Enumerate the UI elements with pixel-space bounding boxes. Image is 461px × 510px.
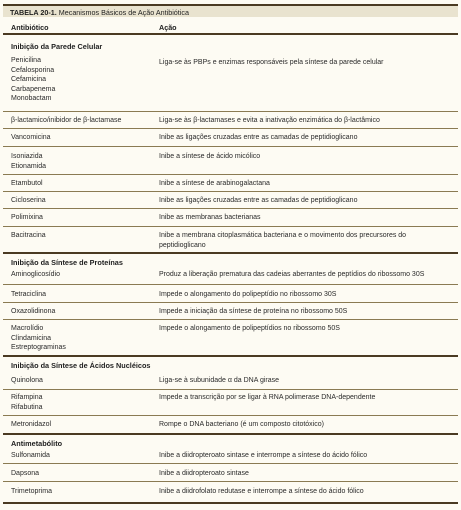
drug-cell (11, 290, 46, 300)
drug-cell (11, 420, 51, 430)
drug-name: Rifampina (11, 394, 43, 401)
drug-name: Cefalosporina (11, 66, 55, 74)
table-bottom-rule (3, 502, 458, 504)
action-text: Inibe as membranas bacterianas (159, 214, 261, 221)
drug-cell (11, 231, 46, 241)
drug-name: Dapsona (11, 470, 40, 477)
action-text: Inibe a membrana citoplasmática bacteriana e o movimento dos precursores do (159, 232, 407, 239)
section-divider (3, 355, 458, 357)
drug-name: Metronidazol (11, 421, 52, 428)
drug-cell (11, 270, 60, 280)
drug-name: Estreptograminas (11, 344, 66, 352)
action-text: Liga-se às PBPs e enzimas responsáveis pela síntese da parede celular (159, 59, 384, 66)
drug-cell (11, 451, 50, 461)
drug-name: Aminoglicosídio (11, 271, 61, 278)
action-text: Inibe a síntese de arabinogalactana (159, 180, 270, 187)
drug-name: Monobactam (11, 95, 52, 103)
action-text: Produz a liberação prematura das cadeias aberrantes de peptídios do ribossomo 30S (159, 271, 425, 278)
drug-cell (11, 393, 43, 412)
row-divider (3, 174, 458, 175)
action-cell (159, 179, 449, 189)
action-text: Inibe as ligações cruzadas entre as camadas de peptidioglicano (159, 134, 358, 141)
row-divider (3, 191, 458, 192)
action-cell (159, 469, 449, 479)
section-cell-wall: Inibição da Parede Celular (11, 42, 103, 51)
drug-cell (11, 487, 52, 497)
action-text: Liga-se à subunidade α da DNA girase (159, 377, 280, 384)
row-divider (3, 208, 458, 209)
action-cell (159, 152, 449, 162)
action-text: Rompe o DNA bacteriano (é um composto citotóxico) (159, 421, 324, 428)
drug-name: Sulfonamida (11, 452, 50, 459)
row-divider (3, 226, 458, 227)
action-text: Inibe a diidropteroato sintase (159, 470, 249, 477)
row-divider (3, 111, 458, 112)
action-cell (159, 290, 449, 300)
drug-cell (11, 324, 66, 353)
action-text: Inibe a diidropteroato sintase e interrompe a síntese do ácido fólico (159, 452, 368, 459)
drug-cell (11, 196, 46, 206)
row-divider (3, 389, 458, 390)
table-title-bar (3, 4, 458, 17)
action-cell (159, 231, 449, 250)
action-cell (159, 487, 449, 497)
action-text: Impede o alongamento de polipeptídios no ribossomo 50S (159, 325, 340, 332)
row-divider (3, 128, 458, 129)
row-divider (3, 481, 458, 482)
action-cell (159, 420, 449, 430)
section-divider (3, 252, 458, 254)
action-text: Liga-se às β-lactamases e evita a inativação enzimática do β-lactâmico (159, 117, 380, 124)
header-divider (3, 33, 458, 35)
drug-name: Quinolona (11, 377, 43, 384)
action-cell (159, 58, 449, 68)
drug-name: Vancomicina (11, 134, 51, 141)
drug-cell (11, 376, 43, 386)
drug-name: β-lactamico/inibidor de β-lactamase (11, 117, 122, 124)
drug-name: Cefamicina (11, 76, 47, 84)
action-text: Inibe a síntese de ácido micólico (159, 153, 261, 160)
drug-cell (11, 152, 46, 171)
row-divider (3, 415, 458, 416)
action-cell (159, 376, 449, 386)
table-caption: Mecanismos Básicos de Ação Antibiótica (58, 8, 189, 17)
drug-name: Carbapenema (11, 85, 56, 93)
action-text: Inibe as ligações cruzadas entre as camadas de peptidioglicano (159, 197, 358, 204)
drug-cell (11, 307, 55, 317)
action-cell (159, 116, 449, 126)
drug-name: Penicilina (11, 57, 41, 64)
drug-cell (11, 56, 55, 104)
action-cell (159, 133, 449, 143)
drug-name: Etambutol (11, 180, 43, 187)
row-divider (3, 463, 458, 464)
action-cell (159, 451, 449, 461)
action-text: Impede a transcrição por se ligar à RNA polimerase DNA-dependente (159, 394, 376, 401)
row-divider (3, 146, 458, 147)
drug-cell (11, 179, 43, 189)
action-cell (159, 324, 449, 334)
drug-name: Rifabutina (11, 403, 43, 411)
table-number: TABELA 20-1. (10, 8, 57, 17)
section-nucleic-acid-synthesis: Inibição da Síntese de Ácidos Nucléicos (11, 361, 151, 370)
action-cell (159, 307, 449, 317)
drug-name: Etionamida (11, 162, 47, 170)
drug-name: Tetraciclina (11, 291, 47, 298)
drug-name: Oxazolidinona (11, 308, 56, 315)
action-text: Impede o alongamento do polipeptídio no ribossomo 30S (159, 291, 337, 298)
drug-name: Isoniazida (11, 153, 43, 160)
drug-name: Polimixina (11, 214, 43, 221)
header-antibiotic: Antibiótico (11, 23, 49, 32)
action-cell (159, 393, 449, 403)
table-title (10, 8, 189, 17)
action-cell (159, 196, 449, 206)
drug-cell (11, 469, 39, 479)
section-antimetabolite: Antimetabólito (11, 439, 63, 448)
action-text: Impede a iniciação da síntese de proteína no ribossomo 50S (159, 308, 348, 315)
action-cell (159, 270, 449, 280)
action-cell (159, 213, 449, 223)
drug-name: Clindamicina (11, 334, 52, 342)
drug-name: Trimetoprima (11, 488, 52, 495)
drug-name: Bacitracina (11, 232, 46, 239)
row-divider (3, 302, 458, 303)
row-divider (3, 319, 458, 320)
drug-cell (11, 213, 43, 223)
drug-name: Cicloserina (11, 197, 46, 204)
section-protein-synthesis: Inibição da Síntese de Proteínas (11, 258, 123, 267)
action-text: peptidioglicano (159, 241, 206, 249)
action-text: Inibe a diidrofolato redutase e interrompe a síntese do ácido fólico (159, 488, 364, 495)
header-action: Ação (159, 23, 177, 32)
section-divider (3, 433, 458, 435)
row-divider (3, 284, 458, 285)
drug-name: Macrolídio (11, 325, 44, 332)
drug-cell (11, 133, 51, 143)
drug-cell (11, 116, 121, 126)
